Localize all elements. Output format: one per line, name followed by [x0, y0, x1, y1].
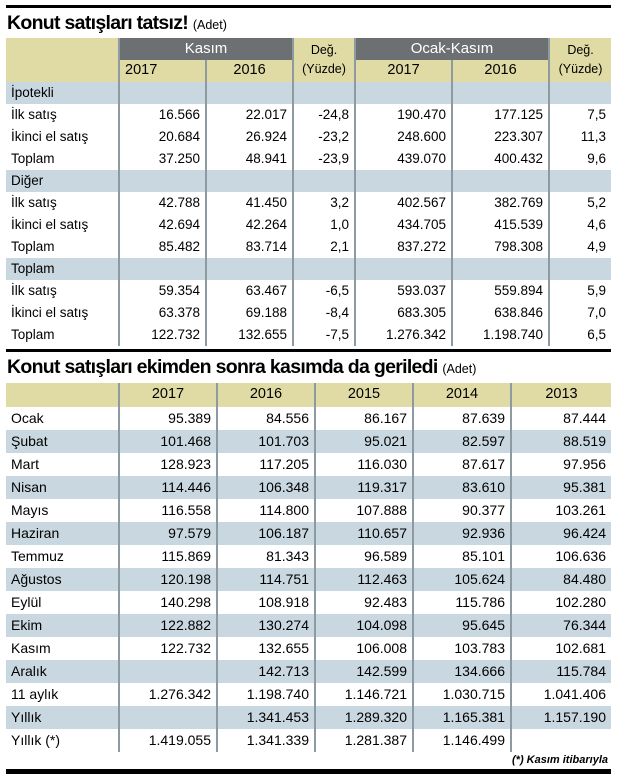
table1-cell-kasim-2017: 122.732: [119, 324, 206, 346]
table1-cell-ocakkasim-2016: 223.307: [452, 126, 549, 148]
table1-cell-kasim-2017: 16.566: [119, 104, 206, 126]
table2-row-label: Kasım: [6, 637, 119, 660]
table1-group-filler: [355, 170, 452, 192]
table2-cell-2017: 97.579: [119, 522, 217, 545]
table1-row-label: İlk satış: [6, 280, 119, 302]
table2-cell-2017: 120.198: [119, 568, 217, 591]
table1-group-filler: [549, 170, 611, 192]
table1-deg-kasim-header: [293, 38, 355, 82]
table2-cell-2014: 115.786: [413, 591, 511, 614]
table2-cell-2016: 1.341.453: [217, 706, 315, 729]
table2-header: [6, 383, 611, 407]
table1-group-filler: [452, 258, 549, 280]
table2-cell-2017: [119, 706, 217, 729]
table2-col-header-2016: 2016: [217, 383, 315, 407]
table2-cell-2016: 114.751: [217, 568, 315, 591]
table1-group-label: İpotekli: [6, 82, 119, 104]
table1-header: [6, 38, 611, 82]
table2-cell-2013: 115.784: [511, 660, 611, 683]
table2-cell-2017: 128.923: [119, 453, 217, 476]
table1-row-label: İlk satış: [6, 192, 119, 214]
table2-unit: (Adet): [442, 362, 477, 377]
table1-header-row-1: [6, 38, 611, 60]
table2-row: [6, 729, 611, 752]
table2-col-header-2014: 2014: [413, 383, 511, 407]
table2-col-header-2017: 2017: [119, 383, 217, 407]
table2-row: [6, 476, 611, 499]
table1-group-filler: [355, 82, 452, 104]
deg-label-2: Değ.: [567, 42, 594, 57]
table1-cell-kasim-2016: 26.924: [206, 126, 293, 148]
table2-row: [6, 683, 611, 706]
table2-cell-2017: 101.468: [119, 430, 217, 453]
table1-row-label: Toplam: [6, 324, 119, 346]
table1-group-filler: [119, 82, 206, 104]
table2-row: [6, 430, 611, 453]
table2-cell-2015: 95.021: [315, 430, 413, 453]
table1-row: [6, 214, 611, 236]
table2-row-label: Ekim: [6, 614, 119, 637]
table1-cell-kasim-degisim: -7,5: [293, 324, 355, 346]
table1-group-label: Toplam: [6, 258, 119, 280]
table1-cell-ocakkasim-degisim: 9,6: [549, 148, 611, 170]
table2-cell-2015: 104.098: [315, 614, 413, 637]
table2-cell-2015: 1.289.320: [315, 706, 413, 729]
table2-cell-2013: 1.041.406: [511, 683, 611, 706]
table2-row: [6, 568, 611, 591]
table1-col-kasim-2017: 2017: [119, 60, 206, 82]
table2-cell-2015: 116.030: [315, 453, 413, 476]
table1-group-filler: [293, 170, 355, 192]
table2-row: [6, 499, 611, 522]
table2-cell-2016: 114.800: [217, 499, 315, 522]
table1-row-label: İkinci el satış: [6, 214, 119, 236]
table1-row-label: Toplam: [6, 148, 119, 170]
table2-cell-2016: 106.187: [217, 522, 315, 545]
table2-title: [6, 352, 611, 382]
table2-cell-2017: 140.298: [119, 591, 217, 614]
table2-row: [6, 660, 611, 683]
table1-group-filler: [452, 170, 549, 192]
table2-row-label: Mayıs: [6, 499, 119, 522]
table1-col-kasim-2016: 2016: [206, 60, 293, 82]
table1-group-filler: [549, 82, 611, 104]
table2-cell-2017: 95.389: [119, 407, 217, 430]
table1-unit: (Adet): [192, 18, 227, 32]
table2-cell-2015: 119.317: [315, 476, 413, 499]
table2-cell-2014: 95.645: [413, 614, 511, 637]
table1-group-filler: [293, 258, 355, 280]
table2-cell-2014: 134.666: [413, 660, 511, 683]
housing-sales-monthly-table: [6, 383, 611, 752]
table1-cell-ocakkasim-degisim: 6,5: [549, 324, 611, 346]
table1-corner-cell: [6, 38, 119, 82]
table2-cell-2017: 122.882: [119, 614, 217, 637]
table1-group-filler: [119, 258, 206, 280]
table2-cell-2013: 103.261: [511, 499, 611, 522]
table2-row: [6, 706, 611, 729]
table1-cell-ocakkasim-2016: 382.769: [452, 192, 549, 214]
table2-title-text: Konut satışları ekimden sonra kasımda da geriledi: [7, 356, 438, 379]
table2-cell-2014: 103.783: [413, 637, 511, 660]
table1-col-ocakkasim-2016: 2016: [452, 60, 549, 82]
table1-cell-kasim-2016: 48.941: [206, 148, 293, 170]
table2-cell-2014: 90.377: [413, 499, 511, 522]
table1-cell-kasim-2017: 37.250: [119, 148, 206, 170]
table1-group-filler: [206, 170, 293, 192]
table1-cell-ocakkasim-degisim: 5,2: [549, 192, 611, 214]
table2-col-header-2013: 2013: [511, 383, 611, 407]
table1-cell-kasim-2016: 83.714: [206, 236, 293, 258]
table1-cell-ocakkasim-2017: 593.037: [355, 280, 452, 302]
table2-cell-2015: 110.657: [315, 522, 413, 545]
table1-title: [6, 8, 611, 38]
table1-cell-kasim-2016: 69.188: [206, 302, 293, 324]
table2-cell-2013: 106.636: [511, 545, 611, 568]
table2-cell-2014: 105.624: [413, 568, 511, 591]
table2-cell-2015: 96.589: [315, 545, 413, 568]
table2-cell-2016: 1.341.339: [217, 729, 315, 752]
table1-cell-ocakkasim-2016: 400.432: [452, 148, 549, 170]
table2-cell-2017: 1.276.342: [119, 683, 217, 706]
table2-cell-2017: 115.869: [119, 545, 217, 568]
table2-row: [6, 591, 611, 614]
table1-row: [6, 280, 611, 302]
table2-cell-2013: 88.519: [511, 430, 611, 453]
table2-cell-2013: 87.444: [511, 407, 611, 430]
table1-cell-ocakkasim-2017: 248.600: [355, 126, 452, 148]
table2-row-label: Eylül: [6, 591, 119, 614]
table1-cell-kasim-2016: 22.017: [206, 104, 293, 126]
table2-row: [6, 614, 611, 637]
table2-cell-2016: 106.348: [217, 476, 315, 499]
table1-cell-kasim-2017: 42.788: [119, 192, 206, 214]
table2-block: [0, 352, 617, 765]
table2-cell-2015: 1.281.387: [315, 729, 413, 752]
table1-group-label: Diğer: [6, 170, 119, 192]
table2-row-label: Ağustos: [6, 568, 119, 591]
table1-group-filler: [452, 82, 549, 104]
table1-group-filler: [293, 82, 355, 104]
table1-cell-kasim-2016: 41.450: [206, 192, 293, 214]
table2-cell-2017: 1.419.055: [119, 729, 217, 752]
table2-row-label: Şubat: [6, 430, 119, 453]
table1-row: [6, 324, 611, 346]
table2-cell-2017: 116.558: [119, 499, 217, 522]
table2-cell-2014: 85.101: [413, 545, 511, 568]
table1-cell-ocakkasim-2017: 439.070: [355, 148, 452, 170]
table1-cell-kasim-degisim: 3,2: [293, 192, 355, 214]
table2-cell-2014: 1.030.715: [413, 683, 511, 706]
table2-header-row: [6, 383, 611, 407]
table1-cell-ocakkasim-2017: 434.705: [355, 214, 452, 236]
table2-col-header-2015: 2015: [315, 383, 413, 407]
table2-row-label: 11 aylık: [6, 683, 119, 706]
table2-cell-2016: 81.343: [217, 545, 315, 568]
bottom-rule: [6, 769, 611, 774]
table2-cell-2015: 86.167: [315, 407, 413, 430]
table1-cell-ocakkasim-degisim: 7,5: [549, 104, 611, 126]
table1-cell-kasim-degisim: -24,8: [293, 104, 355, 126]
table2-cell-2015: 106.008: [315, 637, 413, 660]
table2-row-label: Ocak: [6, 407, 119, 430]
table1-row-label: İkinci el satış: [6, 302, 119, 324]
table2-body: [6, 407, 611, 752]
table2-footnote: (*) Kasım itibarıyla: [512, 753, 608, 766]
table2-row-label: Yıllık: [6, 706, 119, 729]
table2-cell-2013: [511, 729, 611, 752]
yuzde-label-2: (Yüzde): [558, 61, 603, 76]
table2-cell-2016: 130.274: [217, 614, 315, 637]
table1-row: [6, 302, 611, 324]
table1-row: [6, 126, 611, 148]
table2-cell-2016: 117.205: [217, 453, 315, 476]
table2-cell-2015: 92.483: [315, 591, 413, 614]
table1-cell-ocakkasim-2017: 402.567: [355, 192, 452, 214]
housing-sales-summary-table: [6, 38, 611, 346]
table1-row: [6, 104, 611, 126]
table1-col-ocakkasim-2017: 2017: [355, 60, 452, 82]
deg-label-1: Değ.: [310, 42, 338, 57]
table1-cell-kasim-2016: 63.467: [206, 280, 293, 302]
table1-row-label: İlk satış: [6, 104, 119, 126]
table2-cell-2013: 76.344: [511, 614, 611, 637]
table1-cell-ocakkasim-2016: 1.198.740: [452, 324, 549, 346]
table1-row-label: İkinci el satış: [6, 126, 119, 148]
table2-row: [6, 453, 611, 476]
table2-row: [6, 522, 611, 545]
table2-cell-2014: 87.617: [413, 453, 511, 476]
table1-row: [6, 148, 611, 170]
table2-cell-2016: 132.655: [217, 637, 315, 660]
table1-cell-ocakkasim-2016: 415.539: [452, 214, 549, 236]
table1-cell-kasim-2016: 42.264: [206, 214, 293, 236]
table1-cell-ocakkasim-degisim: 11,3: [549, 126, 611, 148]
table1-group-filler: [206, 82, 293, 104]
table2-row-label: Haziran: [6, 522, 119, 545]
table2-cell-2014: 83.610: [413, 476, 511, 499]
table2-cell-2015: 107.888: [315, 499, 413, 522]
table2-row: [6, 545, 611, 568]
table2-cell-2016: 142.713: [217, 660, 315, 683]
table1-body: [6, 82, 611, 346]
table1-cell-kasim-degisim: 1,0: [293, 214, 355, 236]
table1-group-row: [6, 258, 611, 280]
table1-cell-kasim-2017: 42.694: [119, 214, 206, 236]
table1-group-filler: [549, 258, 611, 280]
table1-cell-ocakkasim-degisim: 7,0: [549, 302, 611, 324]
table1-cell-kasim-degisim: -23,9: [293, 148, 355, 170]
table2-row-label: Aralık: [6, 660, 119, 683]
table1-cell-kasim-degisim: -8,4: [293, 302, 355, 324]
table1-cell-ocakkasim-2017: 190.470: [355, 104, 452, 126]
table1-row: [6, 236, 611, 258]
table1-cell-kasim-2017: 59.354: [119, 280, 206, 302]
table1-group-filler: [119, 170, 206, 192]
table1-cell-ocakkasim-2017: 1.276.342: [355, 324, 452, 346]
table2-cell-2016: 108.918: [217, 591, 315, 614]
table2-row: [6, 407, 611, 430]
table2-row-label: Yıllık (*): [6, 729, 119, 752]
table2-cell-2013: 84.480: [511, 568, 611, 591]
table1-group-row: [6, 170, 611, 192]
table2-cell-2015: 112.463: [315, 568, 413, 591]
table2-cell-2014: 92.936: [413, 522, 511, 545]
table2-cell-2013: 102.280: [511, 591, 611, 614]
table2-row: [6, 637, 611, 660]
table1-cell-ocakkasim-2016: 638.846: [452, 302, 549, 324]
table1-cell-kasim-2017: 85.482: [119, 236, 206, 258]
table2-cell-2016: 84.556: [217, 407, 315, 430]
table2-cell-2015: 142.599: [315, 660, 413, 683]
table1-cell-kasim-degisim: -6,5: [293, 280, 355, 302]
table1-group-kasim: Kasım: [119, 38, 293, 60]
table2-cell-2014: 1.165.381: [413, 706, 511, 729]
table1-group-filler: [206, 258, 293, 280]
infographic-page: [0, 5, 617, 780]
table2-row-label: Nisan: [6, 476, 119, 499]
table1-group-row: [6, 82, 611, 104]
table1-row-label: Toplam: [6, 236, 119, 258]
table1-deg-ocakkasim-header: [549, 38, 611, 82]
table2-cell-2014: 82.597: [413, 430, 511, 453]
table1-cell-kasim-2017: 63.378: [119, 302, 206, 324]
table2-cell-2014: 87.639: [413, 407, 511, 430]
table2-row-label: Mart: [6, 453, 119, 476]
table2-cell-2016: 1.198.740: [217, 683, 315, 706]
table1-row: [6, 192, 611, 214]
table1-cell-ocakkasim-2016: 177.125: [452, 104, 549, 126]
table1-cell-ocakkasim-degisim: 5,9: [549, 280, 611, 302]
table1-block: [0, 8, 617, 346]
table1-cell-kasim-degisim: 2,1: [293, 236, 355, 258]
table2-corner-cell: [6, 383, 119, 407]
table2-cell-2016: 101.703: [217, 430, 315, 453]
table1-cell-ocakkasim-2016: 559.894: [452, 280, 549, 302]
table2-cell-2013: 95.381: [511, 476, 611, 499]
table1-title-text: Konut satışları tatsız!: [7, 12, 189, 34]
table2-cell-2013: 1.157.190: [511, 706, 611, 729]
table2-cell-2017: [119, 660, 217, 683]
table1-group-ocak-kasim: Ocak-Kasım: [355, 38, 549, 60]
table1-cell-kasim-2017: 20.684: [119, 126, 206, 148]
table2-cell-2014: 1.146.499: [413, 729, 511, 752]
yuzde-label-1: (Yüzde): [302, 61, 346, 76]
table1-cell-ocakkasim-2017: 683.305: [355, 302, 452, 324]
table2-cell-2013: 97.956: [511, 453, 611, 476]
table2-cell-2017: 114.446: [119, 476, 217, 499]
table1-cell-kasim-2016: 132.655: [206, 324, 293, 346]
table1-cell-ocakkasim-2017: 837.272: [355, 236, 452, 258]
table2-cell-2017: 122.732: [119, 637, 217, 660]
table1-cell-ocakkasim-degisim: 4,9: [549, 236, 611, 258]
table1-group-filler: [355, 258, 452, 280]
table1-cell-ocakkasim-degisim: 4,6: [549, 214, 611, 236]
table1-cell-kasim-degisim: -23,2: [293, 126, 355, 148]
table2-row-label: Temmuz: [6, 545, 119, 568]
table2-cell-2015: 1.146.721: [315, 683, 413, 706]
table2-cell-2013: 102.681: [511, 637, 611, 660]
table2-cell-2013: 96.424: [511, 522, 611, 545]
table1-cell-ocakkasim-2016: 798.308: [452, 236, 549, 258]
